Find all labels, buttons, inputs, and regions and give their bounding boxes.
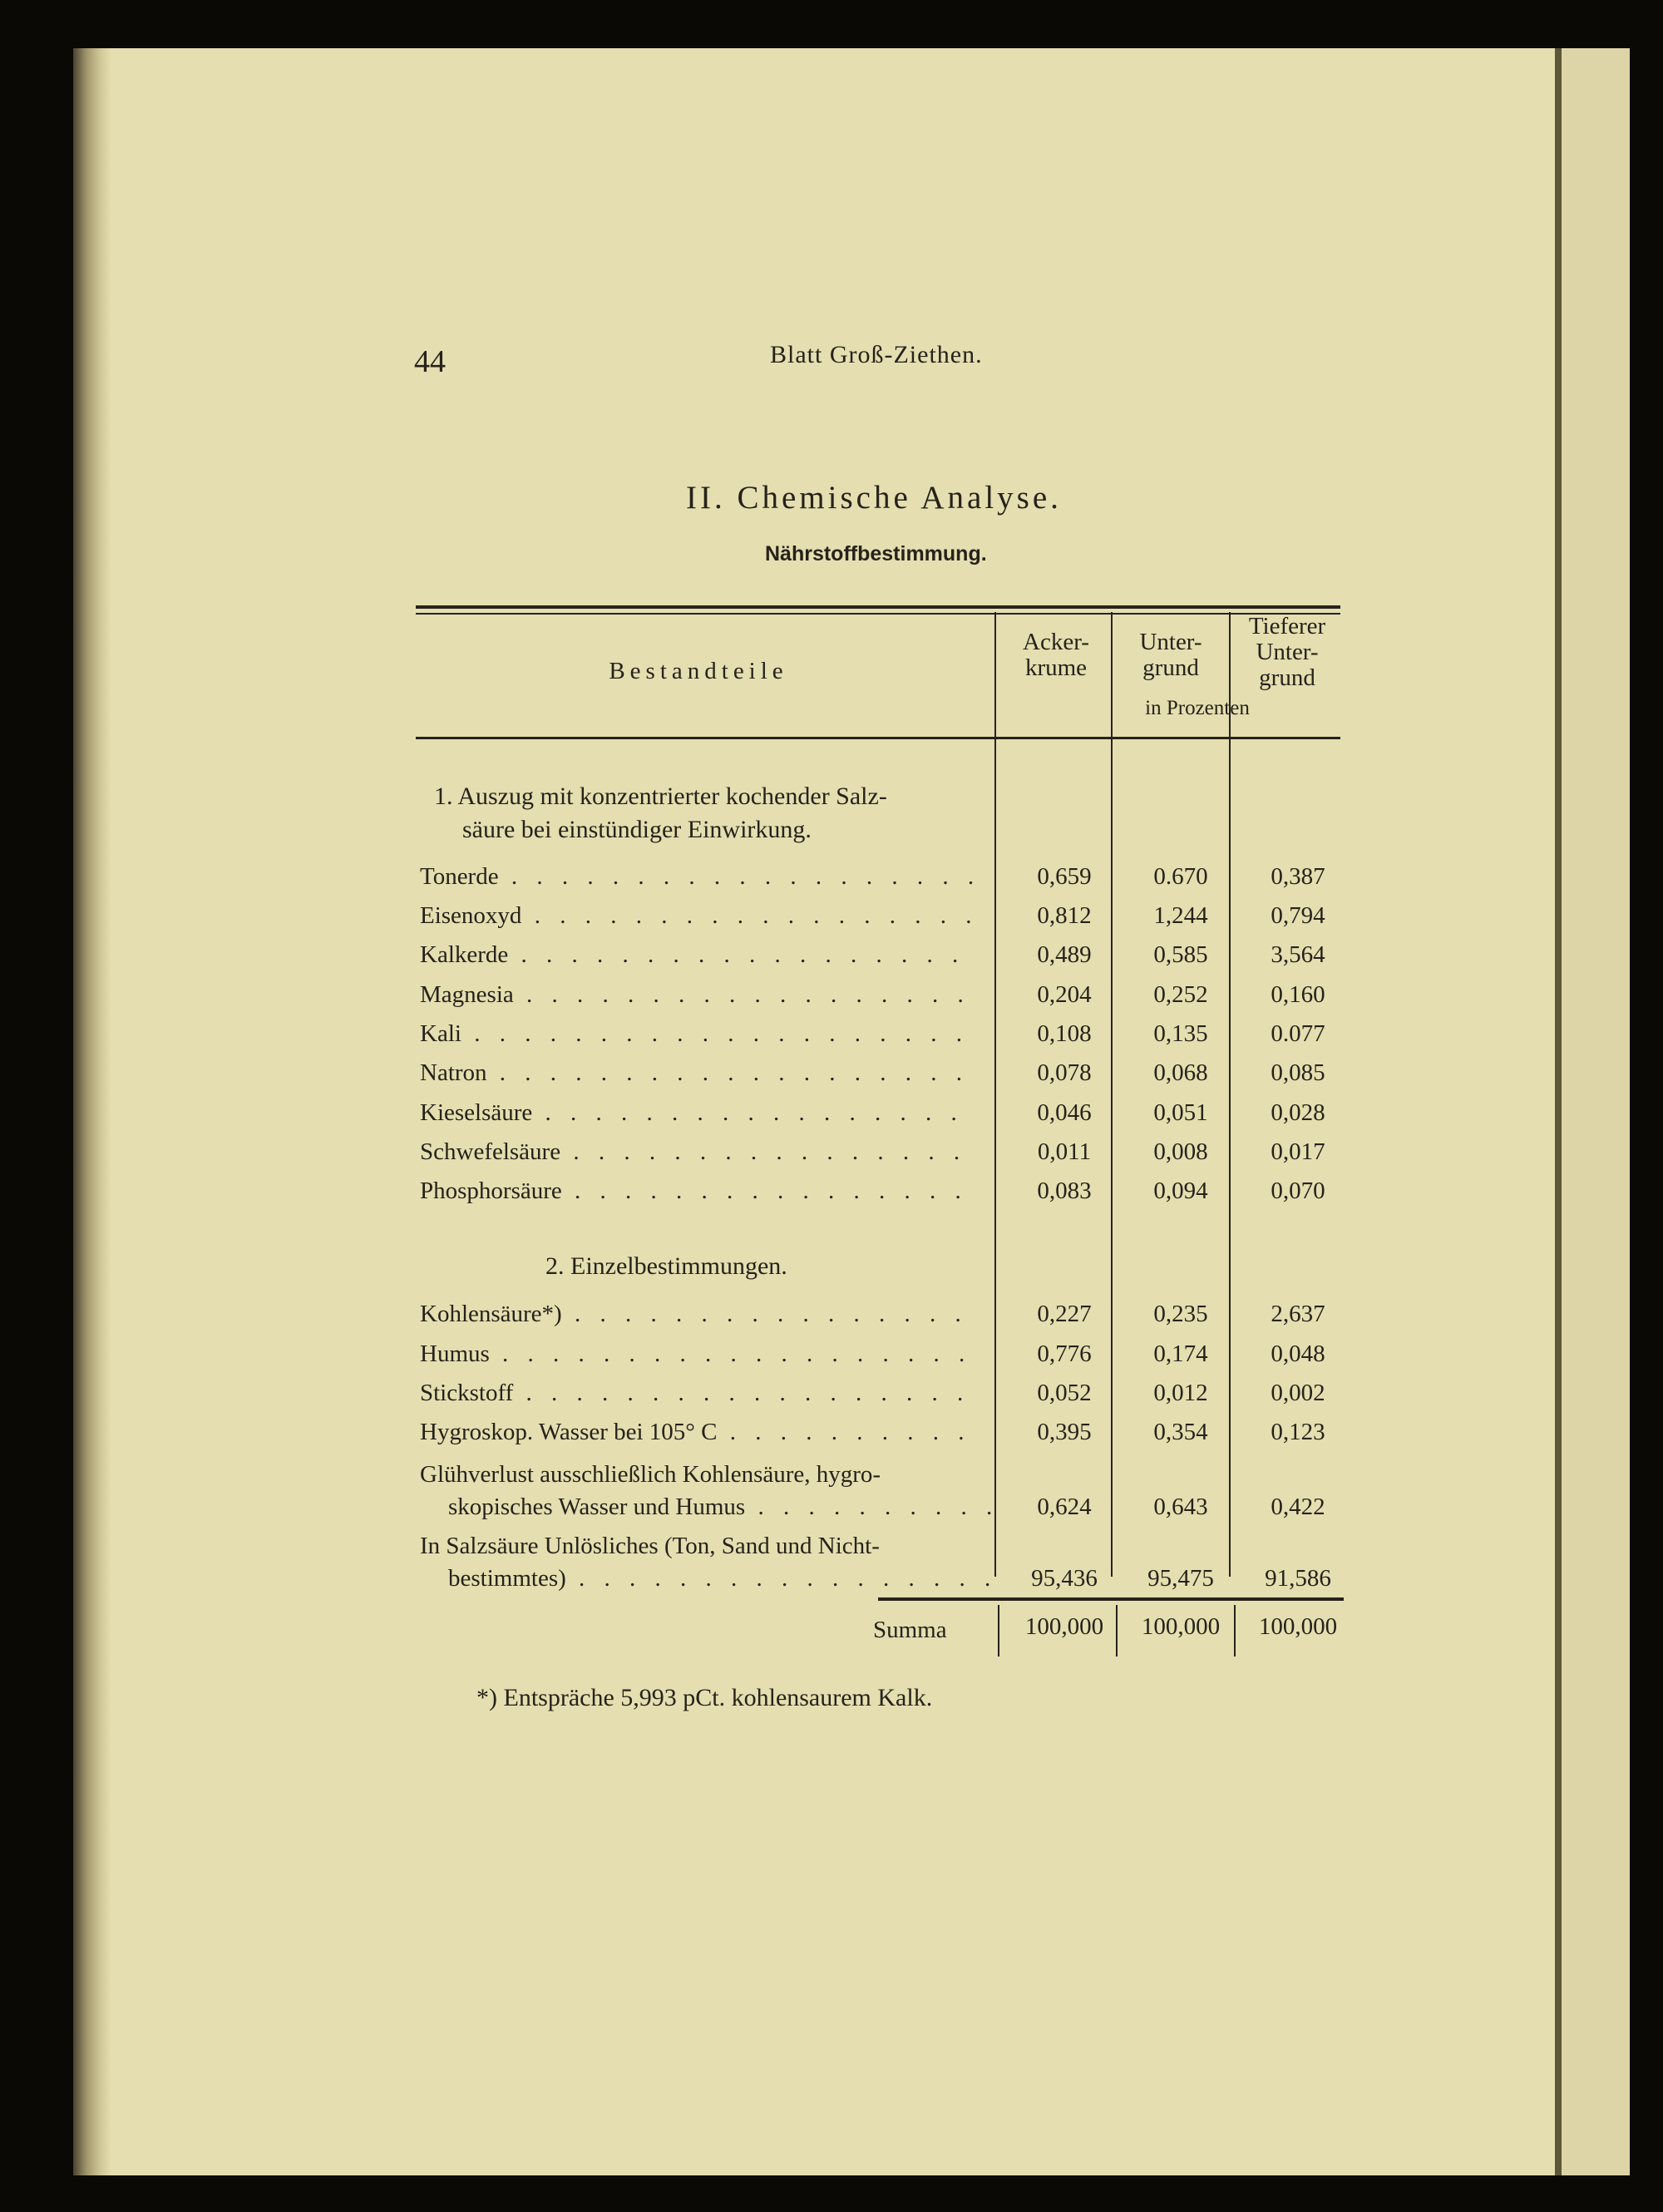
- column-header-untergrund: [1113, 630, 1229, 681]
- cell-ackerkrume: 0,624: [1037, 1494, 1092, 1520]
- unloesliches-label-line1: In Salzsäure Unlösliches (Ton, Sand und Nicht-: [420, 1533, 880, 1559]
- cell-tieferer-untergrund: 0,070: [1271, 1178, 1325, 1204]
- cell-ackerkrume: 0,812: [1037, 902, 1092, 929]
- cell-untergrund: 0,094: [1153, 1178, 1208, 1204]
- header-line: grund: [1259, 664, 1315, 691]
- cell-untergrund: 0,051: [1153, 1099, 1208, 1126]
- row-label: Tonerde . . .: [420, 863, 977, 891]
- cell-ackerkrume: 0,046: [1037, 1099, 1092, 1126]
- cell-untergrund: 0,008: [1153, 1138, 1208, 1165]
- table-row-gluehverlust: [420, 1494, 1351, 1527]
- cell-tieferer-untergrund: 0,048: [1271, 1341, 1325, 1367]
- page-number: 44: [414, 344, 446, 379]
- page-gutter: [73, 48, 111, 2175]
- cell-ackerkrume: 0,489: [1037, 941, 1092, 968]
- cell-ackerkrume: 0,052: [1037, 1380, 1092, 1406]
- running-head: Blatt Groß-Ziethen.: [770, 341, 983, 368]
- cell-ackerkrume: 0,659: [1037, 863, 1092, 890]
- cell-tieferer-untergrund: 100,000: [1258, 1613, 1338, 1640]
- table-row-phosphorsaeure: [420, 1178, 1351, 1211]
- cell-ackerkrume: 0,776: [1037, 1341, 1092, 1367]
- section1-heading-line2: säure bei einstündiger Einwirkung.: [462, 816, 812, 843]
- row-label: Kalkerde . . .: [420, 941, 977, 969]
- cell-ackerkrume: 0,078: [1037, 1059, 1092, 1086]
- cell-ackerkrume: 0,395: [1037, 1419, 1092, 1445]
- cell-ackerkrume: 0,083: [1037, 1178, 1092, 1204]
- cell-untergrund: 0,643: [1153, 1494, 1208, 1520]
- table-row-schwefelsaeure: [420, 1138, 1351, 1172]
- header-line: Tieferer: [1248, 613, 1326, 639]
- row-label: Phosphorsäure . . .: [420, 1178, 977, 1205]
- cell-tieferer-untergrund: 0,123: [1271, 1419, 1325, 1445]
- cell-tieferer-untergrund: 0,017: [1271, 1138, 1325, 1165]
- cell-untergrund: 0.670: [1153, 863, 1208, 890]
- header-line: grund: [1142, 654, 1199, 681]
- table-row-tonerde: [420, 863, 1351, 896]
- table-header-rule: [416, 737, 1340, 739]
- summa-label: Summa: [873, 1617, 947, 1643]
- cell-tieferer-untergrund: 0,387: [1271, 863, 1325, 890]
- cell-tieferer-untergrund: 0,028: [1271, 1099, 1325, 1126]
- cell-ackerkrume: 95,436: [1031, 1565, 1098, 1592]
- footnote: *) Entspräche 5,993 pCt. kohlensaurem Kalk.: [476, 1684, 933, 1711]
- table-top-rule-thick: [416, 605, 1340, 609]
- header-line: Unter-: [1256, 639, 1319, 665]
- row-label: Schwefelsäure . . .: [420, 1138, 977, 1166]
- row-label: Humus . . .: [420, 1341, 977, 1368]
- section2-heading: 2. Einzelbestimmungen.: [545, 1252, 787, 1280]
- section-title: II. Chemische Analyse.: [686, 480, 1062, 516]
- cell-tieferer-untergrund: 0.077: [1271, 1020, 1325, 1047]
- cell-untergrund: 0,012: [1153, 1380, 1208, 1406]
- unit-label: in Prozenten: [1145, 697, 1250, 719]
- cell-untergrund: 0,252: [1153, 981, 1208, 1008]
- table-row-kali: [420, 1020, 1351, 1054]
- column-header-tieferer-untergrund: [1229, 614, 1345, 691]
- row-label: Kohlensäure*) . . .: [420, 1301, 977, 1328]
- cell-tieferer-untergrund: 0,002: [1271, 1380, 1325, 1406]
- cell-untergrund: 0,135: [1153, 1020, 1208, 1047]
- header-line: Unter-: [1139, 629, 1202, 655]
- cell-untergrund: 95,475: [1147, 1565, 1214, 1592]
- cell-untergrund: 0,585: [1153, 941, 1208, 968]
- adjacent-page-edge: [1562, 48, 1630, 2175]
- row-label: Eisenoxyd . . .: [420, 902, 977, 930]
- table-row-eisenoxyd: [420, 902, 1351, 936]
- gluehverlust-label-line1: Glühverlust ausschließlich Kohlensäure, hygro-: [420, 1461, 881, 1488]
- row-label: Kieselsäure . . .: [420, 1099, 977, 1127]
- table-row-summa: [420, 1613, 1351, 1647]
- cell-tieferer-untergrund: 0,422: [1271, 1494, 1325, 1520]
- table-row-humus: [420, 1341, 1351, 1374]
- row-label: bestimmtes) . . .: [420, 1565, 1005, 1592]
- row-label: skopisches Wasser und Humus . . .: [420, 1494, 1005, 1521]
- section1-heading-line1: 1. Auszug mit konzentrierter kochender Salz-: [434, 783, 887, 810]
- row-label: Kali . . .: [420, 1020, 977, 1048]
- cell-ackerkrume: 0,011: [1037, 1138, 1092, 1165]
- cell-tieferer-untergrund: 0,794: [1271, 902, 1325, 929]
- cell-tieferer-untergrund: 91,586: [1265, 1565, 1331, 1592]
- cell-untergrund: 0,354: [1153, 1419, 1208, 1445]
- page-fold: [1555, 48, 1562, 2175]
- row-label: Stickstoff . . .: [420, 1380, 977, 1407]
- cell-untergrund: 0,068: [1153, 1059, 1208, 1086]
- cell-tieferer-untergrund: 3,564: [1271, 941, 1325, 968]
- column-header-ackerkrume: [998, 630, 1114, 681]
- cell-ackerkrume: 0,227: [1037, 1301, 1092, 1327]
- table-row-hygroskop-wasser: [420, 1419, 1351, 1452]
- header-line: krume: [1024, 654, 1088, 681]
- table-row-magnesia: [420, 981, 1351, 1015]
- table-row-kalkerde: [420, 941, 1351, 975]
- cell-ackerkrume: 100,000: [1024, 1613, 1104, 1640]
- table-row-unloesliches: [420, 1565, 1351, 1598]
- cell-tieferer-untergrund: 0,160: [1271, 981, 1325, 1008]
- row-label: Magnesia . . .: [420, 981, 977, 1009]
- header-line: Acker-: [1023, 629, 1089, 655]
- cell-ackerkrume: 0,204: [1037, 981, 1092, 1008]
- table-row-stickstoff: [420, 1380, 1351, 1413]
- cell-untergrund: 0,174: [1153, 1341, 1208, 1367]
- row-label: Hygroskop. Wasser bei 105° C . . .: [420, 1419, 977, 1446]
- cell-tieferer-untergrund: 0,085: [1271, 1059, 1325, 1086]
- cell-untergrund: 0,235: [1153, 1301, 1208, 1327]
- table-row-natron: [420, 1059, 1351, 1093]
- table-row-kohlensaeure: [420, 1301, 1351, 1334]
- cell-ackerkrume: 0,108: [1037, 1020, 1092, 1047]
- table-top-rule-thin: [416, 613, 1340, 615]
- table-row-kieselsaeure: [420, 1099, 1351, 1133]
- column-header-bestandteile: Bestandteile: [609, 658, 788, 684]
- cell-untergrund: 1,244: [1153, 902, 1208, 929]
- cell-untergrund: 100,000: [1141, 1613, 1221, 1640]
- cell-tieferer-untergrund: 2,637: [1271, 1301, 1325, 1327]
- row-label: Natron . . .: [420, 1059, 977, 1087]
- section-subtitle: Nährstoffbestimmung.: [765, 542, 987, 565]
